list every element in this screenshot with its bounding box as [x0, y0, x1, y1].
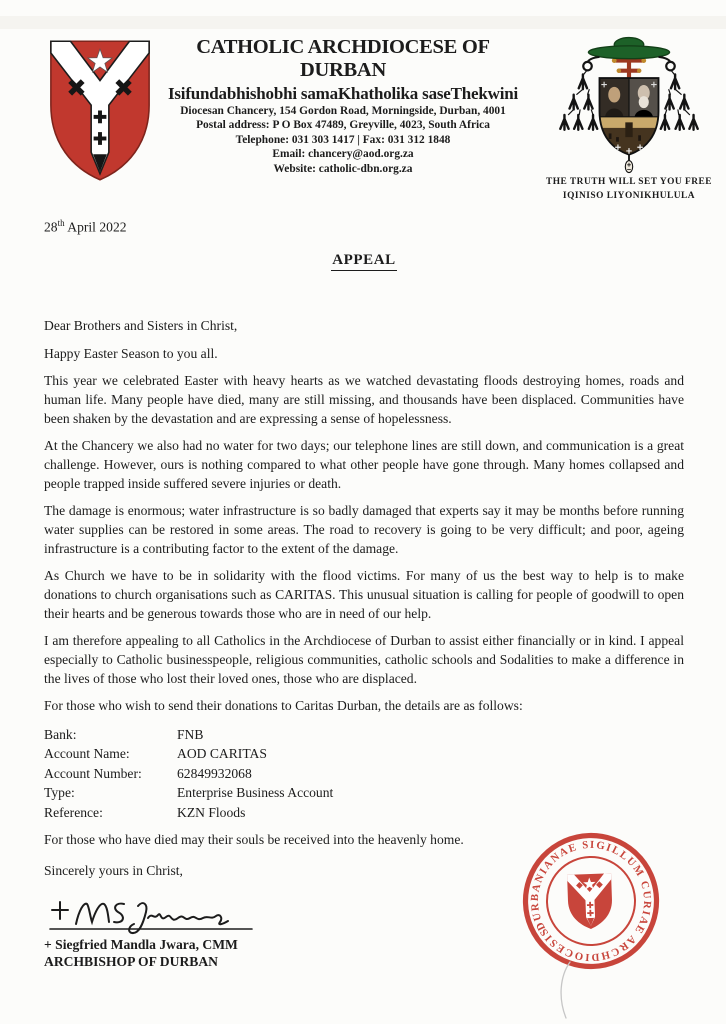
bank-row	[44, 725, 684, 745]
bank-row	[44, 764, 684, 784]
handwritten-signature	[44, 884, 274, 936]
bishop-coat-of-arms	[538, 32, 720, 202]
bank-value: FNB	[177, 726, 204, 742]
galero-hat-icon	[588, 38, 669, 59]
letter-date	[44, 218, 684, 236]
shield-pendant	[625, 155, 632, 173]
org-name-zulu: Isifundabhishobhi samaKhatholika saseThekwini	[167, 84, 519, 103]
signatory-name: + Siegfried Mandla Jwara, CMM	[44, 937, 238, 953]
scan-artifact-band	[0, 16, 726, 29]
paragraph: As Church we have to be in solidarity with the flood victims. For many of us the best way to help is to make donations to church organisations such as CARITAS. This unusual situation is calling for people of goodwill to open their hearts and be generous towards those who are in need of our help.	[44, 567, 684, 621]
letter-title: APPEAL	[331, 252, 397, 271]
signatory-title: ARCHBISHOP OF DURBAN	[44, 954, 218, 970]
org-name: CATHOLIC ARCHDIOCESE OF DURBAN	[196, 36, 490, 81]
letterhead-text	[152, 36, 534, 176]
bank-value: Enterprise Business Account	[177, 785, 334, 801]
paragraph: At the Chancery we also had no water for two days; our telephone lines are still down, and communication is a great challenge. However, ours is nothing compared to what other people have gone through. Many homes collapsed and people trapped inside suffered severe injuries or death.	[44, 437, 684, 491]
bank-label: Type:	[44, 785, 75, 801]
website-line: Website: catholic-dbn.org.za	[273, 162, 413, 175]
date-rest: April 2022	[64, 219, 127, 235]
bank-details	[44, 725, 684, 823]
phone-fax-line: Telephone: 031 303 1417 | Fax: 031 312 1848	[235, 133, 451, 146]
bank-value: KZN Floods	[177, 804, 246, 820]
motto-english: THE TRUTH WILL SET YOU FREE	[545, 177, 713, 187]
paragraph: Happy Easter Season to you all.	[44, 345, 218, 361]
bank-label: Account Number:	[44, 765, 142, 781]
date-ordinal: th	[57, 218, 65, 228]
salutation: Dear Brothers and Sisters in Christ,	[44, 317, 238, 333]
blessing-line: For those who have died may their souls be received into the heavenly home.	[44, 832, 464, 848]
bishop-arms-icon	[540, 32, 718, 174]
letter-title-row	[44, 251, 684, 271]
paragraph: This year we celebrated Easter with heavy hearts as we watched devastating floods destroying homes, roads and human life. Many people have died, many are still missing, and thousands have been displaced. Communities have been shaken by the devastation and are expressing a sense of hopelessness.	[44, 372, 684, 426]
curia-seal-stamp	[520, 830, 662, 972]
date-day: 28	[44, 219, 58, 235]
bank-label: Reference:	[44, 804, 103, 820]
valediction: Sincerely yours in Christ,	[44, 863, 183, 879]
seal-shield-icon	[567, 873, 613, 930]
email-line: Email: chancery@aod.org.za	[272, 148, 414, 161]
bank-row	[44, 783, 684, 803]
bank-value: AOD CARITAS	[177, 746, 267, 762]
bank-row	[44, 803, 684, 823]
address-line: Diocesan Chancery, 154 Gordon Road, Morningside, Durban, 4001	[180, 105, 506, 117]
stray-pen-mark	[552, 958, 582, 1022]
bank-label: Bank:	[44, 726, 77, 742]
motto-zulu: IQINISO LIYONIKHULULA	[562, 191, 696, 201]
postal-line: Postal address: P O Box 47489, Greyville, 4023, South Africa	[196, 119, 490, 132]
bank-row	[44, 744, 684, 764]
paragraph: The damage is enormous; water infrastructure is so badly damaged that experts say it may be months before running water supplies can be restored in some areas. The road to recovery is going to be very difficult; and poor, ageing infrastructure is a contributing factor to the extent of the damage.	[44, 502, 684, 556]
seal-ring-text: DURBANIANAE SIGILLUM CURIAE ARCHDIOCESIS	[528, 838, 654, 964]
bank-value: 62849932068	[177, 765, 252, 781]
arms-shield	[599, 78, 658, 155]
bank-label: Account Name:	[44, 746, 130, 762]
paragraph: I am therefore appealing to all Catholics in the Archdiocese of Durban to assist either financially or in kind. I appeal especially to Catholic businesspeople, religious communities, catholic schools and Sodalities to make a difference in the lives of those who lost their loved ones, those who are displaced.	[44, 632, 684, 686]
archdiocese-crest-icon	[44, 36, 156, 184]
paragraph: For those who wish to send their donations to Caritas Durban, the details are as follows:	[44, 697, 523, 713]
